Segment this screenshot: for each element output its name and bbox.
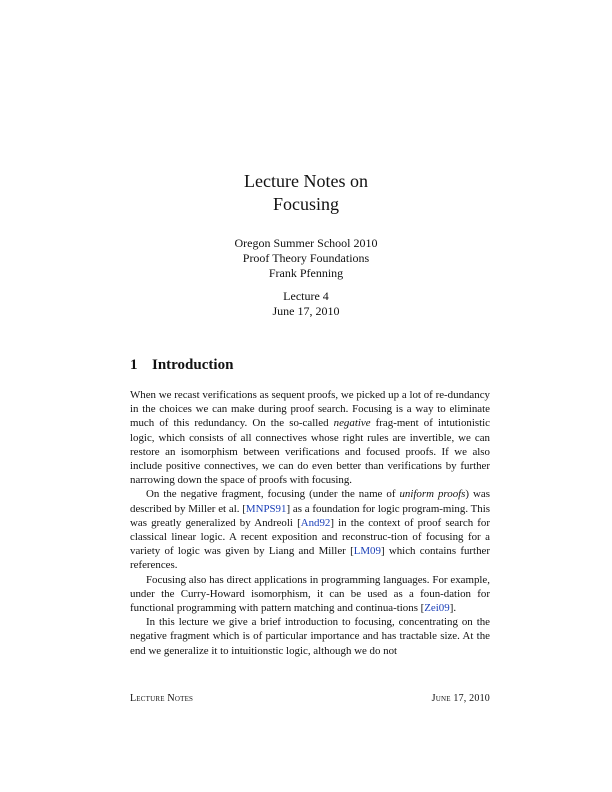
paragraph-3: Focusing also has direct applications in programming languages. For example, under the Curry-Howard isomorphism, it can be used as a foun-dation for functional programming with pattern matching and continua-tions [Zei09]. — [130, 573, 490, 615]
emphasis-uniform-proofs: uniform proofs — [399, 488, 466, 501]
emphasis-negative: negative — [333, 417, 371, 430]
citation-link-lm09[interactable]: LM09 — [353, 545, 381, 558]
title-line-2: Focusing — [272, 194, 339, 214]
page-footer — [130, 693, 490, 705]
paragraph-4: In this lecture we give a brief introduction to focusing, concentrating on the negative fragment which is of particular importance and has tractable size. At the end we generalize it to intuitionstic logic, although we do not — [130, 616, 490, 657]
lecture-number: Lecture 4 — [283, 289, 329, 303]
section-heading — [130, 356, 233, 374]
document-title — [0, 170, 612, 216]
citation-link-and92[interactable]: And92 — [300, 516, 331, 529]
section-title: Introduction — [152, 357, 234, 373]
author-name: Frank Pfenning — [268, 266, 344, 280]
footer-date: June 17, 2010 — [431, 693, 490, 704]
body-text — [130, 388, 490, 658]
section-number: 1 — [130, 357, 138, 373]
event-name: Oregon Summer School 2010 — [234, 236, 378, 250]
lecture-date: June 17, 2010 — [272, 304, 340, 318]
paragraph-2: On the negative fragment, focusing (under the name of uniform proofs) was described by Miller et al. [MNPS91] as a foundation for logic program-ming. This was greatly generalized by Andreoli [And92] in the context of proof search for classical linear logic. A recent exposition and reconstruc-tion of focusing for a variety of logic was given by Liang and Miller [LM09] which contains further references. — [130, 488, 490, 572]
citation-link-zei09[interactable]: Zei09 — [424, 602, 450, 615]
footer-left-label: Lecture Notes — [130, 693, 194, 704]
course-name: Proof Theory Foundations — [242, 251, 370, 265]
title-line-1: Lecture Notes on — [244, 171, 368, 191]
paragraph-1: When we recast verifications as sequent proofs, we picked up a lot of re-dundancy in the choices we can make during proof search. Focusing is a way to eliminate much of this redundancy. On the so-called negative frag-ment of intutionistic logic, which consists of all connectives whose right rules are invertible, we can restore an isomorphism between verifications and focused proofs. If we also include positive connectives, we can do even better than verifications by further narrowing down the space of proofs with focusing. — [130, 389, 490, 487]
citation-link-mnps91[interactable]: MNPS91 — [245, 502, 287, 515]
title-metadata — [0, 236, 612, 319]
